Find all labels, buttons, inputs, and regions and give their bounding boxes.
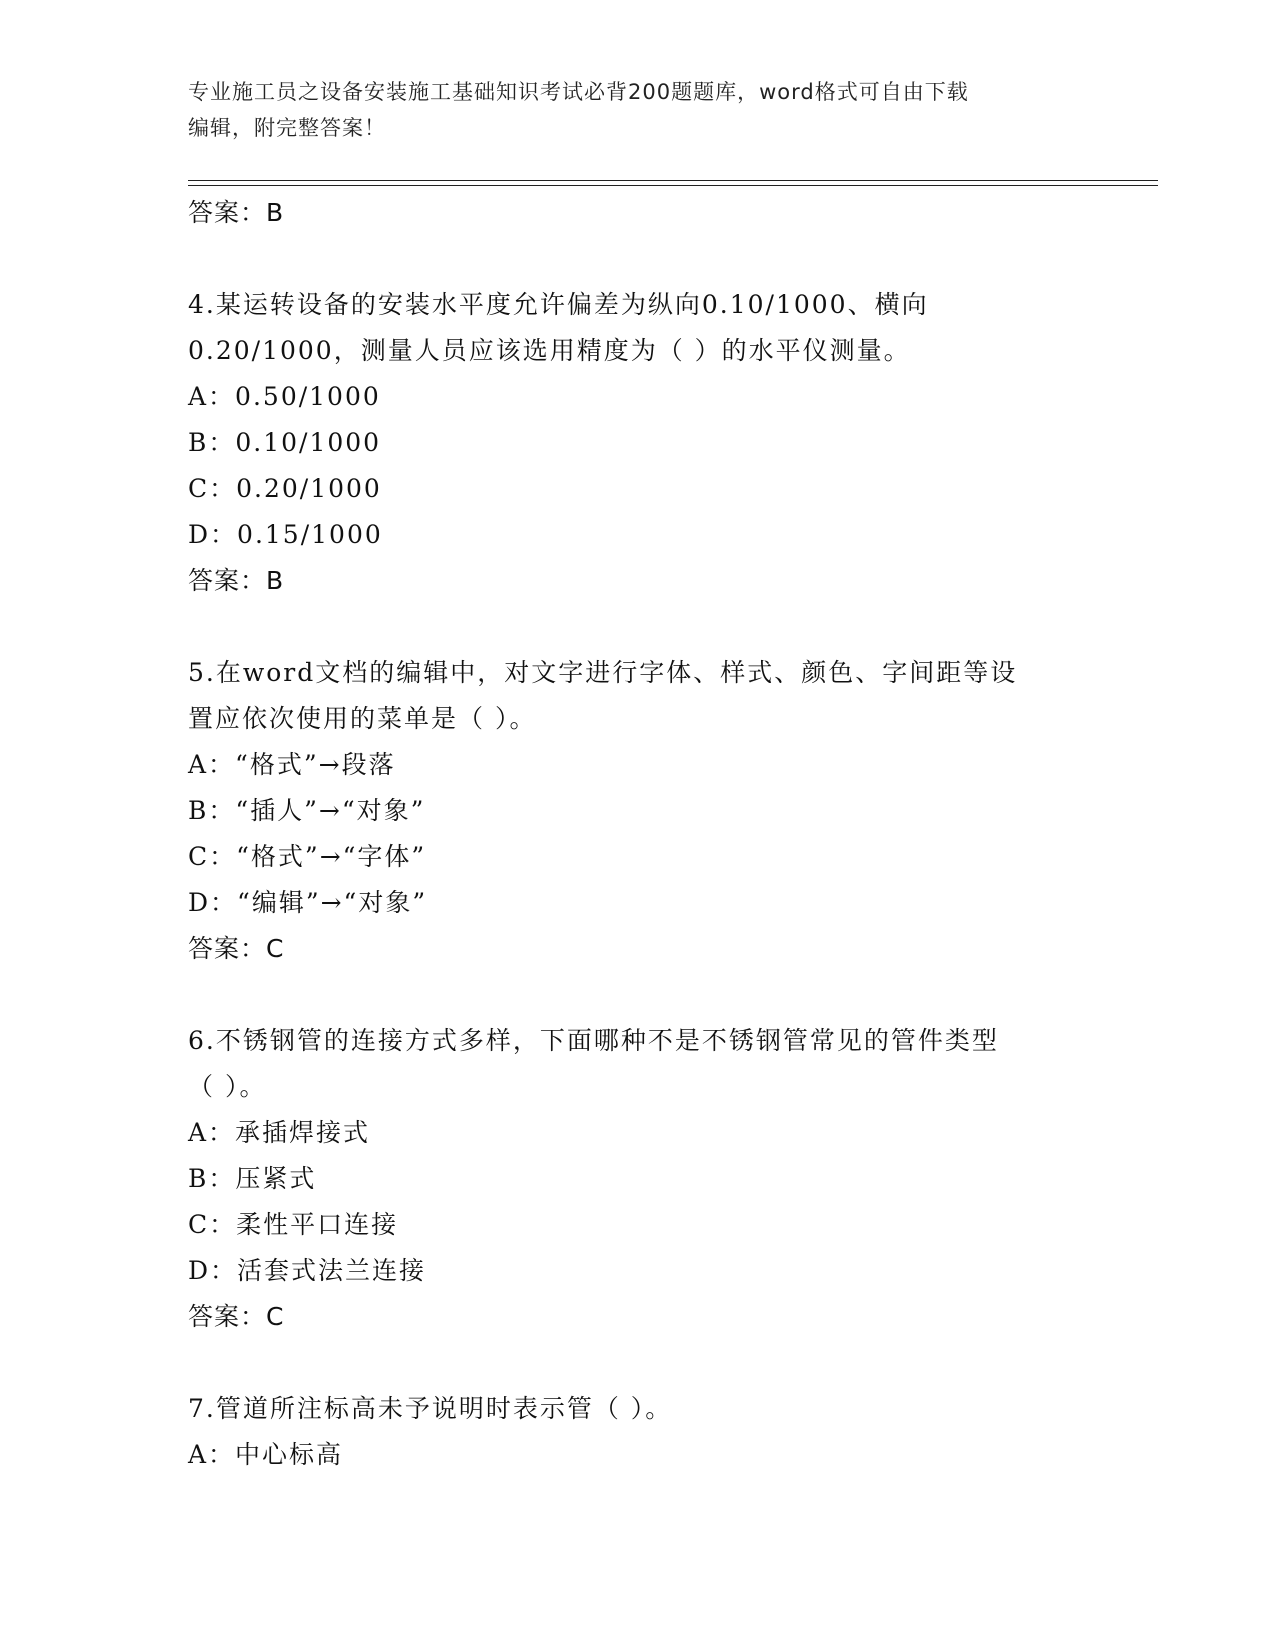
option-d: D：“编辑”→“对象” xyxy=(188,888,428,917)
option-a: A：承插焊接式 xyxy=(188,1118,371,1147)
option-a: A：中心标高 xyxy=(188,1440,344,1469)
answer: 答案：C xyxy=(188,1302,285,1331)
option-c: C：“格式”→“字体” xyxy=(188,842,427,871)
option-b: B：压紧式 xyxy=(188,1164,317,1193)
question-6 xyxy=(188,1018,1088,1340)
question-text: 6.不锈钢管的连接方式多样，下面哪种不是不锈钢管常见的管件类型 xyxy=(188,1026,999,1055)
question-4 xyxy=(188,282,1088,604)
document-body xyxy=(188,190,1088,1478)
document-header xyxy=(188,74,1068,146)
option-c: C：0.20/1000 xyxy=(188,474,382,503)
answer: 答案：B xyxy=(188,566,285,595)
question-text: 7.管道所注标高未予说明时表示管（ ）。 xyxy=(188,1394,673,1423)
question-text: 置应依次使用的菜单是（ ）。 xyxy=(188,704,537,733)
question-text: 4.某运转设备的安装水平度允许偏差为纵向0.10/1000、横向 xyxy=(188,290,929,319)
header-rule-top xyxy=(188,180,1158,181)
option-c: C：柔性平口连接 xyxy=(188,1210,399,1239)
header-line-1: 专业施工员之设备安装施工基础知识考试必背200题题库，word格式可自由下载 xyxy=(188,80,969,104)
option-b: B：0.10/1000 xyxy=(188,428,382,457)
question-5 xyxy=(188,650,1088,972)
header-line-2: 编辑，附完整答案！ xyxy=(188,116,386,140)
answer: 答案：C xyxy=(188,934,285,963)
question-text: 5.在word文档的编辑中，对文字进行字体、样式、颜色、字间距等设 xyxy=(188,658,1018,687)
option-b: B：“插人”→“对象” xyxy=(188,796,426,825)
option-d: D：0.15/1000 xyxy=(188,520,383,549)
header-rule-bottom xyxy=(188,185,1158,186)
previous-answer: 答案：B xyxy=(188,198,285,227)
question-7 xyxy=(188,1386,1088,1478)
question-text: （ ）。 xyxy=(188,1072,267,1101)
option-d: D：活套式法兰连接 xyxy=(188,1256,427,1285)
question-text: 0.20/1000，测量人员应该选用精度为（ ）的水平仪测量。 xyxy=(188,336,911,365)
option-a: A：0.50/1000 xyxy=(188,382,381,411)
option-a: A：“格式”→段落 xyxy=(188,750,396,779)
